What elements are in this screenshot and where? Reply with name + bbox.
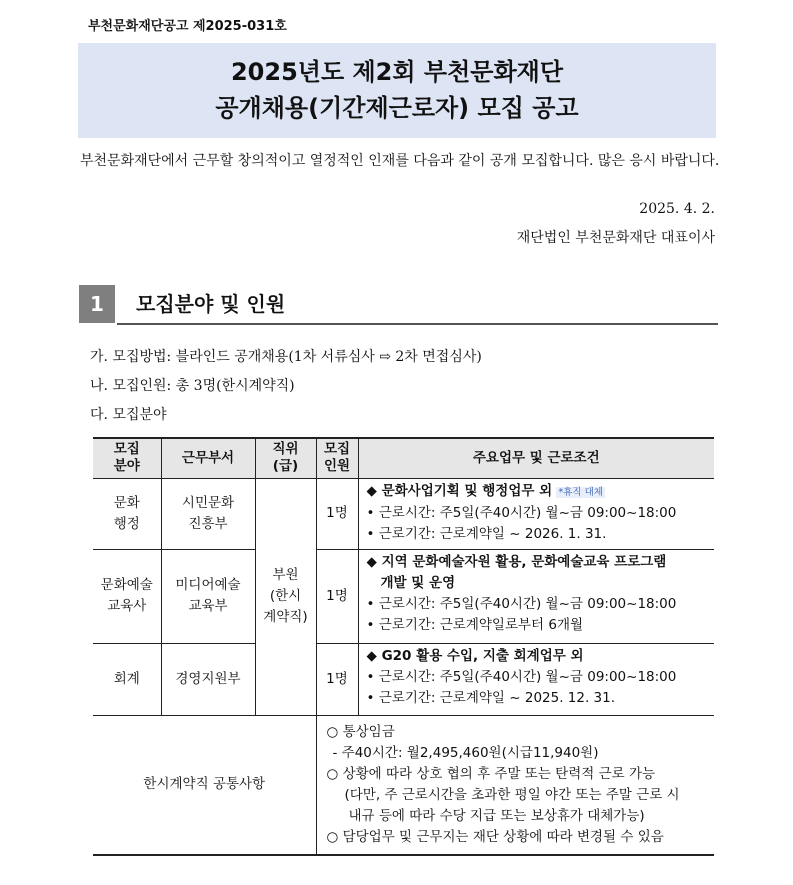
title-line-1: 2025년도 제2회 부천문화재단 (230, 58, 564, 86)
row3-dept: 경영지원부 (161, 643, 255, 715)
header-dept: 근무부서 (161, 438, 255, 478)
notice-date: 2025. 4. 2. (639, 201, 715, 217)
common-line: ○ 통상임금 (326, 723, 395, 740)
row3-period: • 근로기간: 근로계약일 ~ 2025. 12. 31. (366, 689, 616, 706)
section-number-badge: 1 (79, 285, 115, 323)
section-title: 모집분야 및 인원 (136, 292, 286, 316)
row2-duty-head-1: ◆ 지역 문화예술자원 활용, 문화예술교육 프로그램 (366, 553, 667, 570)
row2-duties (358, 549, 714, 643)
header-count: 모집 인원 (316, 438, 358, 478)
shared-grade: 부원 (한시 계약직) (255, 478, 316, 715)
row1-dept: 시민문화 진흥부 (161, 478, 255, 549)
row3-field: 회계 (93, 643, 161, 715)
common-label: 한시계약직 공통사항 (93, 715, 316, 855)
row2-period: • 근로기간: 근로계약일로부터 6개월 (366, 616, 584, 633)
common-line: 내규 등에 따라 수당 지급 또는 보상휴가 대체가능) (348, 807, 645, 824)
row1-hours: • 근로시간: 주5일(주40시간) 월~금 09:00~18:00 (366, 504, 677, 521)
signer: 재단법인 부천문화재단 대표이사 (516, 230, 715, 246)
row1-duty-head: ◆ 문화사업기획 및 행정업무 외 (366, 482, 553, 499)
row3-duty-head: ◆ G20 활용 수입, 지출 회계업무 외 (366, 647, 584, 664)
recruit-headcount: 나. 모집인원: 총 3명(한시계약직) (90, 378, 295, 394)
title-banner (78, 43, 716, 138)
common-line: (다만, 주 근로시간을 초과한 평일 야간 또는 주말 근로 시 (344, 786, 680, 803)
row1-period: • 근로기간: 근로계약일 ~ 2026. 1. 31. (366, 525, 607, 542)
notice-number: 부천문화재단공고 제2025-031호 (88, 19, 287, 34)
table-row (93, 478, 714, 549)
header-grade: 직위 (급) (255, 438, 316, 478)
row2-count: 1명 (316, 549, 358, 643)
row2-dept: 미디어예술 교육부 (161, 549, 255, 643)
common-line: ○ 담당업무 및 근무지는 재단 상황에 따라 변경될 수 있음 (326, 828, 664, 845)
intro-paragraph: 부천문화재단에서 근무할 창의적이고 열정적인 인재를 다음과 같이 공개 모집합니다. 많은 응시 바랍니다. (80, 153, 720, 169)
common-terms (316, 715, 714, 855)
row1-duties (358, 478, 714, 549)
row2-duty-head-2: 개발 및 운영 (380, 574, 456, 591)
row1-count: 1명 (316, 478, 358, 549)
header-duties: 주요업무 및 근로조건 (358, 438, 714, 478)
common-row (93, 715, 714, 855)
common-line: - 주40시간: 월2,495,460원(시급11,940원) (332, 744, 599, 761)
table-header-row (93, 438, 714, 478)
row1-field: 문화 행정 (93, 478, 161, 549)
recruit-fields: 다. 모집분야 (90, 407, 167, 423)
common-line: ○ 상황에 따라 상호 협의 후 주말 또는 탄력적 근로 가능 (326, 765, 656, 782)
row3-duties (358, 643, 714, 715)
recruit-method: 가. 모집방법: 블라인드 공개채용(1차 서류심사 ⇨ 2차 면접심사) (90, 349, 482, 365)
header-field: 모집 분야 (93, 438, 161, 478)
row3-count: 1명 (316, 643, 358, 715)
table-row (93, 549, 714, 643)
section-divider (117, 323, 718, 325)
row2-hours: • 근로시간: 주5일(주40시간) 월~금 09:00~18:00 (366, 595, 677, 612)
row1-badge: *휴직 대체 (558, 486, 603, 498)
row3-hours: • 근로시간: 주5일(주40시간) 월~금 09:00~18:00 (366, 668, 677, 685)
recruit-table (93, 437, 714, 856)
title-line-2: 공개채용(기간제근로자) 모집 공고 (215, 94, 579, 122)
row2-field: 문화예술 교육사 (93, 549, 161, 643)
table-row (93, 643, 714, 715)
